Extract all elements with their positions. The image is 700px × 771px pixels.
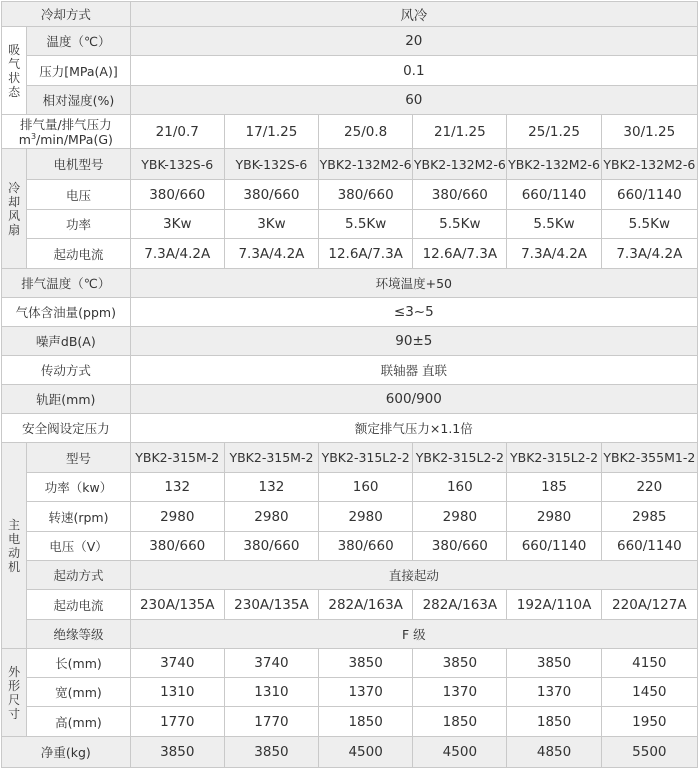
main-motor-model-label: 型号: [27, 443, 130, 473]
main-motor-speed-value: 2980: [507, 502, 601, 532]
fan-power-value: 5.5Kw: [507, 210, 601, 239]
row-gauge: [2, 385, 698, 414]
row-intake-humidity: [2, 86, 698, 115]
fan-voltage-label: 电压: [27, 180, 130, 210]
dimension-length-value: 3850: [413, 649, 507, 678]
oil-content-value: ≤3~5: [130, 298, 697, 327]
fan-start-current-value: 7.3A/4.2A: [224, 239, 318, 269]
fan-motor-model-value: YBK2-132M2-6: [319, 149, 413, 180]
main-motor-speed-value: 2980: [130, 502, 224, 532]
fan-motor-model-label: 电机型号: [27, 149, 130, 180]
row-exhaust-temp: [2, 269, 698, 298]
row-displacement: [2, 115, 698, 149]
fan-voltage-value: 380/660: [319, 180, 413, 210]
cooling-method-value: 风冷: [130, 2, 697, 27]
net-weight-value: 4500: [413, 737, 507, 768]
main-motor-model-value: YBK2-315L2-2: [319, 443, 413, 473]
dimension-length-value: 3740: [130, 649, 224, 678]
main-motor-power-label: 功率（kw）: [27, 473, 130, 502]
dimension-length-value: 3740: [224, 649, 318, 678]
row-main-motor-power: [2, 473, 698, 502]
spec-table: [1, 1, 698, 768]
fan-voltage-value: 380/660: [413, 180, 507, 210]
main-motor-power-value: 132: [130, 473, 224, 502]
dimension-width-value: 1370: [319, 678, 413, 707]
fan-voltage-value: 380/660: [130, 180, 224, 210]
displacement-value: 21/1.25: [413, 115, 507, 149]
noise-label: 噪声dB(A): [2, 327, 131, 356]
main-motor-model-value: YBK2-315M-2: [130, 443, 224, 473]
cooling-fan-group-label: 冷 却 风 扇: [2, 149, 27, 269]
main-motor-power-value: 160: [319, 473, 413, 502]
main-motor-voltage-value: 380/660: [130, 532, 224, 561]
fan-voltage-value: 660/1140: [507, 180, 601, 210]
main-motor-start-current-value: 192A/110A: [507, 590, 601, 620]
dimension-length-value: 4150: [601, 649, 697, 678]
net-weight-value: 3850: [224, 737, 318, 768]
fan-power-value: 5.5Kw: [413, 210, 507, 239]
displacement-label: [2, 115, 131, 149]
transmission-value: 联轴器 直联: [130, 356, 697, 385]
fan-motor-model-value: YBK2-132M2-6: [507, 149, 601, 180]
displacement-value: 21/0.7: [130, 115, 224, 149]
dimension-width-value: 1310: [130, 678, 224, 707]
main-motor-speed-label: 转速(rpm): [27, 502, 130, 532]
row-main-motor-speed: [2, 502, 698, 532]
row-dimension-height: [2, 707, 698, 737]
dimension-length-label: 长(mm): [27, 649, 130, 678]
main-motor-model-value: YBK2-315L2-2: [413, 443, 507, 473]
row-fan-power: [2, 210, 698, 239]
main-motor-speed-value: 2980: [413, 502, 507, 532]
row-main-motor-voltage: [2, 532, 698, 561]
row-dimension-length: [2, 649, 698, 678]
main-motor-speed-value: 2980: [224, 502, 318, 532]
main-motor-power-value: 185: [507, 473, 601, 502]
cooling-method-label: 冷却方式: [2, 2, 131, 27]
row-fan-motor-model: [2, 149, 698, 180]
intake-humidity-label: 相对湿度(%): [27, 86, 130, 115]
fan-start-current-value: 7.3A/4.2A: [130, 239, 224, 269]
net-weight-value: 4500: [319, 737, 413, 768]
intake-temperature-value: 20: [130, 27, 697, 56]
main-motor-group-label: 主 电 动 机: [2, 443, 27, 649]
intake-state-group-label: 吸 气 状 态: [2, 27, 27, 115]
intake-pressure-label: 压力[MPa(A)]: [27, 56, 130, 86]
net-weight-label: 净重(kg): [2, 737, 131, 768]
displacement-label-line1: 排气量/排气压力: [19, 116, 112, 132]
fan-power-value: 5.5Kw: [319, 210, 413, 239]
fan-motor-model-value: YBK-132S-6: [130, 149, 224, 180]
fan-power-value: 3Kw: [224, 210, 318, 239]
dimension-width-value: 1450: [601, 678, 697, 707]
main-motor-speed-value: 2985: [601, 502, 697, 532]
displacement-value: 17/1.25: [224, 115, 318, 149]
row-main-motor-insulation: [2, 620, 698, 649]
row-oil-content: [2, 298, 698, 327]
displacement-label-line2: $m^3/\min/MPa(G)$: [18, 131, 113, 147]
main-motor-speed-value: 2980: [319, 502, 413, 532]
main-motor-voltage-value: 380/660: [224, 532, 318, 561]
row-fan-voltage: [2, 180, 698, 210]
fan-start-current-value: 12.6A/7.3A: [413, 239, 507, 269]
displacement-value: 25/0.8: [319, 115, 413, 149]
gauge-value: 600/900: [130, 385, 697, 414]
main-motor-power-value: 132: [224, 473, 318, 502]
intake-pressure-value: 0.1: [130, 56, 697, 86]
dimension-width-value: 1370: [413, 678, 507, 707]
main-motor-power-value: 220: [601, 473, 697, 502]
fan-voltage-value: 660/1140: [601, 180, 697, 210]
row-main-motor-start-method: [2, 561, 698, 590]
dimension-height-value: 1850: [507, 707, 601, 737]
safety-valve-value: 额定排气压力×1.1倍: [130, 414, 697, 443]
dimensions-group-label: 外 形 尺 寸: [2, 649, 27, 737]
fan-start-current-value: 7.3A/4.2A: [507, 239, 601, 269]
displacement-value: 30/1.25: [601, 115, 697, 149]
dimension-length-value: 3850: [507, 649, 601, 678]
row-intake-temperature: [2, 27, 698, 56]
dimension-height-value: 1770: [224, 707, 318, 737]
safety-valve-label: 安全阀设定压力: [2, 414, 131, 443]
row-net-weight: [2, 737, 698, 768]
dimension-width-label: 宽(mm): [27, 678, 130, 707]
main-motor-start-current-value: 230A/135A: [130, 590, 224, 620]
row-intake-pressure: [2, 56, 698, 86]
dimension-height-value: 1950: [601, 707, 697, 737]
main-motor-start-current-label: 起动电流: [27, 590, 130, 620]
main-motor-voltage-label: 电压（V）: [27, 532, 130, 561]
fan-power-label: 功率: [27, 210, 130, 239]
displacement-value: 25/1.25: [507, 115, 601, 149]
dimension-length-value: 3850: [319, 649, 413, 678]
dimension-height-label: 高(mm): [27, 707, 130, 737]
row-transmission: [2, 356, 698, 385]
exhaust-temp-label: 排气温度（℃）: [2, 269, 131, 298]
fan-motor-model-value: YBK-132S-6: [224, 149, 318, 180]
main-motor-voltage-value: 660/1140: [507, 532, 601, 561]
main-motor-voltage-value: 660/1140: [601, 532, 697, 561]
dimension-height-value: 1850: [413, 707, 507, 737]
net-weight-value: 3850: [130, 737, 224, 768]
main-motor-model-value: YBK2-315M-2: [224, 443, 318, 473]
main-motor-model-value: YBK2-315L2-2: [507, 443, 601, 473]
gauge-label: 轨距(mm): [2, 385, 131, 414]
fan-power-value: 5.5Kw: [601, 210, 697, 239]
row-fan-start-current: [2, 239, 698, 269]
fan-motor-model-value: YBK2-132M2-6: [413, 149, 507, 180]
fan-voltage-value: 380/660: [224, 180, 318, 210]
net-weight-value: 4850: [507, 737, 601, 768]
main-motor-voltage-value: 380/660: [319, 532, 413, 561]
fan-start-current-value: 12.6A/7.3A: [319, 239, 413, 269]
transmission-label: 传动方式: [2, 356, 131, 385]
main-motor-insulation-label: 绝缘等级: [27, 620, 130, 649]
noise-value: 90±5: [130, 327, 697, 356]
fan-start-current-label: 起动电流: [27, 239, 130, 269]
row-main-motor-model: [2, 443, 698, 473]
main-motor-start-current-value: 220A/127A: [601, 590, 697, 620]
main-motor-voltage-value: 380/660: [413, 532, 507, 561]
main-motor-start-current-value: 230A/135A: [224, 590, 318, 620]
row-dimension-width: [2, 678, 698, 707]
row-cooling-method: [2, 2, 698, 27]
oil-content-label: 气体含油量(ppm): [2, 298, 131, 327]
row-noise: [2, 327, 698, 356]
main-motor-start-method-value: 直接起动: [130, 561, 697, 590]
exhaust-temp-value: 环境温度+50: [130, 269, 697, 298]
main-motor-insulation-value: F 级: [130, 620, 697, 649]
main-motor-start-current-value: 282A/163A: [319, 590, 413, 620]
main-motor-start-current-value: 282A/163A: [413, 590, 507, 620]
dimension-width-value: 1310: [224, 678, 318, 707]
dimension-width-value: 1370: [507, 678, 601, 707]
main-motor-power-value: 160: [413, 473, 507, 502]
row-safety-valve: [2, 414, 698, 443]
main-motor-model-value: YBK2-355M1-2: [601, 443, 697, 473]
fan-start-current-value: 7.3A/4.2A: [601, 239, 697, 269]
main-motor-start-method-label: 起动方式: [27, 561, 130, 590]
fan-motor-model-value: YBK2-132M2-6: [601, 149, 697, 180]
row-main-motor-start-current: [2, 590, 698, 620]
net-weight-value: 5500: [601, 737, 697, 768]
dimension-height-value: 1770: [130, 707, 224, 737]
dimension-height-value: 1850: [319, 707, 413, 737]
intake-humidity-value: 60: [130, 86, 697, 115]
fan-power-value: 3Kw: [130, 210, 224, 239]
intake-temperature-label: 温度（℃）: [27, 27, 130, 56]
